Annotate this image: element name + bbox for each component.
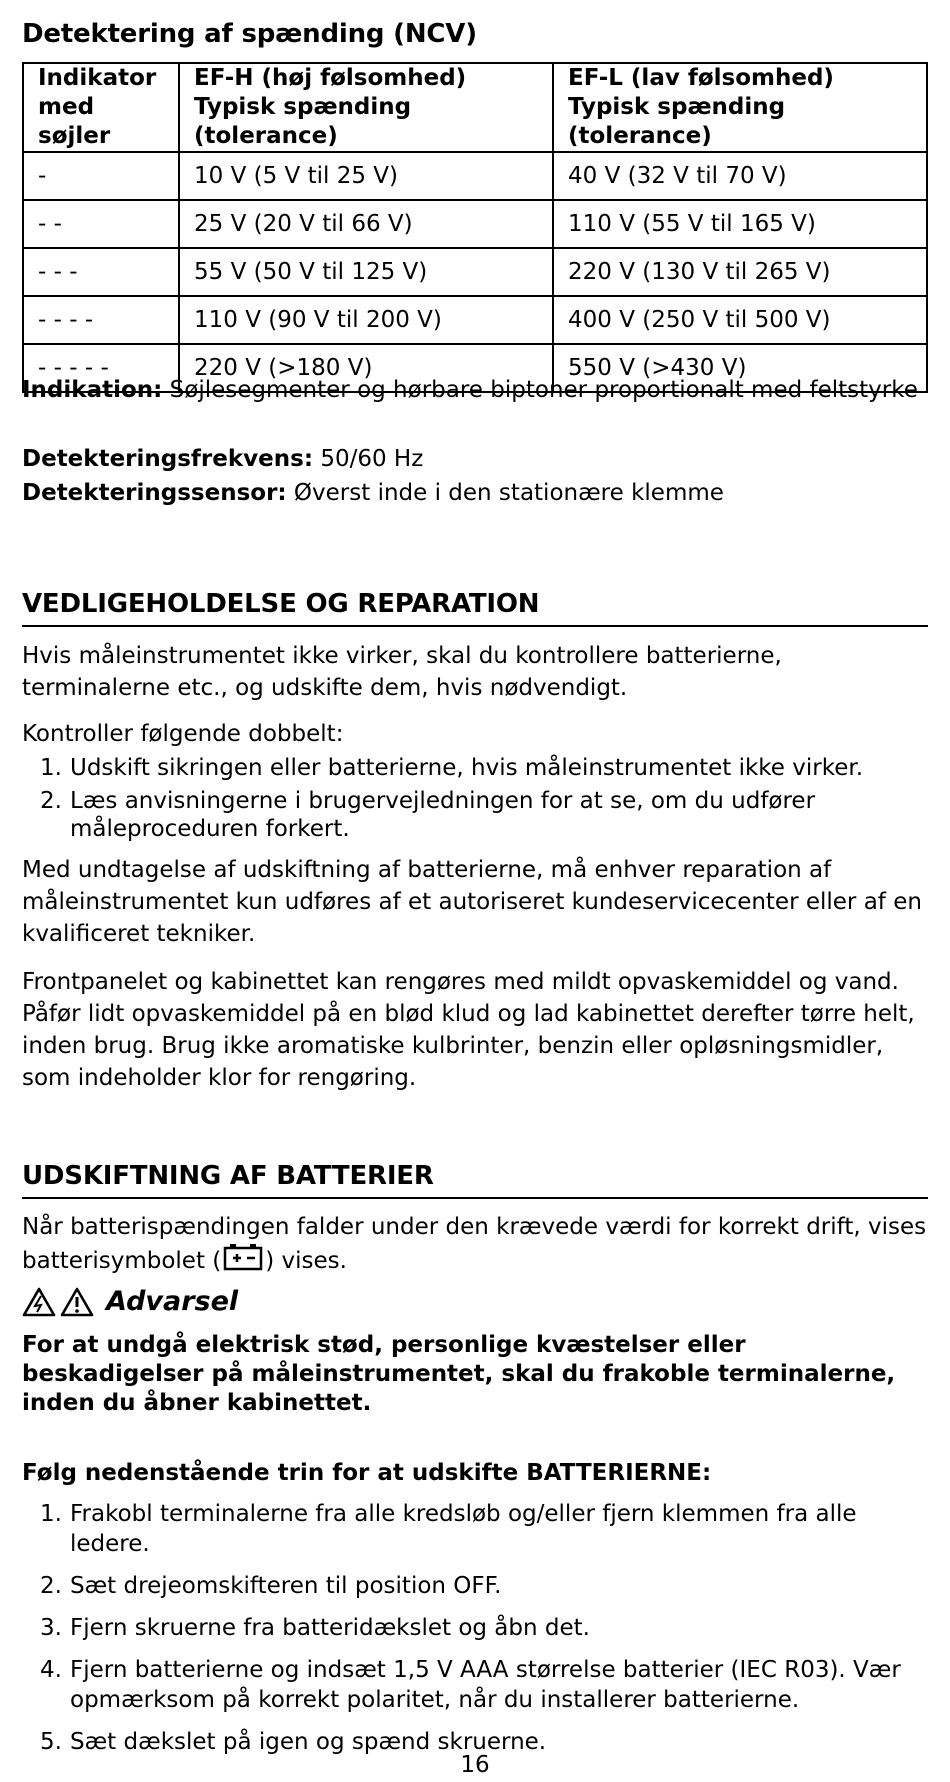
steps-intro: Følg nedenstående trin for at udskifte BATTERIERNE:	[22, 1460, 712, 1486]
maintenance-paragraph-3: Med undtagelse af udskiftning af batterierne, må enhver reparation af måleinstrumentet kun udføres af et autoriseret kundeservicecenter eller af en kvalificeret tekniker.	[22, 857, 922, 947]
header-ef-h: EF-H (høj følsomhed) Typisk spænding (tolerance)	[179, 63, 553, 152]
table-cell: - -	[23, 200, 179, 248]
table-cell: 550 V (>430 V)	[553, 344, 927, 392]
table-cell: 400 V (250 V til 500 V)	[553, 296, 927, 344]
ncv-table	[22, 62, 928, 393]
list-item: 2. Sæt drejeomskifteren til position OFF.	[40, 1573, 502, 1599]
maintenance-title: VEDLIGEHOLDELSE OG REPARATION	[22, 589, 540, 619]
battery-icon	[223, 1243, 263, 1280]
frequency-line	[22, 443, 928, 475]
frequency-value: 50/60 Hz	[313, 446, 424, 472]
table-cell: 10 V (5 V til 25 V)	[179, 152, 553, 200]
indication-label: Indikation:	[22, 377, 163, 403]
ncv-table-header	[23, 63, 927, 152]
maintenance-checklist	[22, 753, 928, 843]
header-indicator: Indikator med søjler	[23, 63, 179, 152]
header-ef-l: EF-L (lav følsomhed) Typisk spænding (tolerance)	[553, 63, 927, 152]
indication-text: Søjlesegmenter og hørbare biptoner proportionalt med feltstyrke	[162, 377, 918, 403]
battery-header	[22, 1161, 928, 1199]
table-cell: - - - - -	[23, 344, 179, 392]
list-item: 5. Sæt dækslet på igen og spænd skruerne.	[40, 1729, 547, 1755]
table-cell: 220 V (>180 V)	[179, 344, 553, 392]
shock-warning-icon	[22, 1287, 56, 1317]
table-row	[23, 296, 927, 344]
frequency-label: Detekteringsfrekvens:	[22, 446, 314, 472]
table-row	[23, 248, 927, 296]
list-item: 1. Frakobl terminalerne fra alle kredsløb og/eller fjern klemmen fra alle ledere.	[40, 1501, 857, 1557]
sensor-line	[22, 477, 928, 509]
sensor-label: Detekteringssensor:	[22, 480, 287, 506]
table-cell: 40 V (32 V til 70 V)	[553, 152, 927, 200]
warning-text: For at undgå elektrisk stød, personlige kvæstelser eller beskadigelser på måleinstrumentet, skal du frakoble terminalerne, inden du åbner kabinettet.	[22, 1332, 896, 1416]
list-item: 4. Fjern batterierne og indsæt 1,5 V AAA størrelse batterier (IEC R03). Vær opmærksom på korrekt polaritet, når du installerer batterierne.	[40, 1657, 901, 1713]
caution-icon	[60, 1287, 94, 1317]
battery-steps	[22, 1499, 928, 1757]
maintenance-paragraph-2: Kontroller følgende dobbelt:	[22, 721, 344, 747]
table-row	[23, 152, 927, 200]
battery-paragraph: Når batterispændingen falder under den krævede værdi for korrekt drift, vises batterisymbolet ( ) vises.	[22, 1211, 928, 1280]
maintenance-header	[22, 589, 928, 627]
table-row	[23, 200, 927, 248]
page-number: 16	[460, 1752, 490, 1778]
warning-heading	[22, 1286, 238, 1317]
table-cell: 110 V (90 V til 200 V)	[179, 296, 553, 344]
list-item: 3. Fjern skruerne fra batteridækslet og åbn det.	[40, 1615, 590, 1641]
maintenance-paragraph-4: Frontpanelet og kabinettet kan rengøres med mildt opvaskemiddel og vand. Påfør lidt opvaskemiddel på en blød klud og lad kabinettet derefter tørre helt, inden brug. Brug ikke aromatiske kulbrinter, benzin eller opløsningsmidler, som indeholder klor for rengøring.	[22, 969, 915, 1091]
table-cell: 220 V (130 V til 265 V)	[553, 248, 927, 296]
table-cell: 55 V (50 V til 125 V)	[179, 248, 553, 296]
table-cell: - - - -	[23, 296, 179, 344]
sensor-value: Øverst inde i den stationære klemme	[286, 480, 724, 506]
list-item: 2. Læs anvisningerne i brugervejledningen for at se, om du udfører måleproceduren forkert.	[40, 788, 816, 842]
table-cell: -	[23, 152, 179, 200]
maintenance-paragraph-1: Hvis måleinstrumentet ikke virker, skal du kontrollere batterierne, terminalerne etc., og udskifte dem, hvis nødvendigt.	[22, 643, 782, 701]
list-item: 1. Udskift sikringen eller batterierne, hvis måleinstrumentet ikke virker.	[40, 755, 864, 781]
table-cell: 25 V (20 V til 66 V)	[179, 200, 553, 248]
table-cell: 110 V (55 V til 165 V)	[553, 200, 927, 248]
indication-paragraph	[22, 374, 928, 406]
battery-title: UDSKIFTNING AF BATTERIER	[22, 1161, 434, 1191]
ncv-section-title: Detektering af spænding (NCV)	[22, 19, 477, 49]
table-cell: - - -	[23, 248, 179, 296]
warning-label: Advarsel	[106, 1286, 239, 1317]
